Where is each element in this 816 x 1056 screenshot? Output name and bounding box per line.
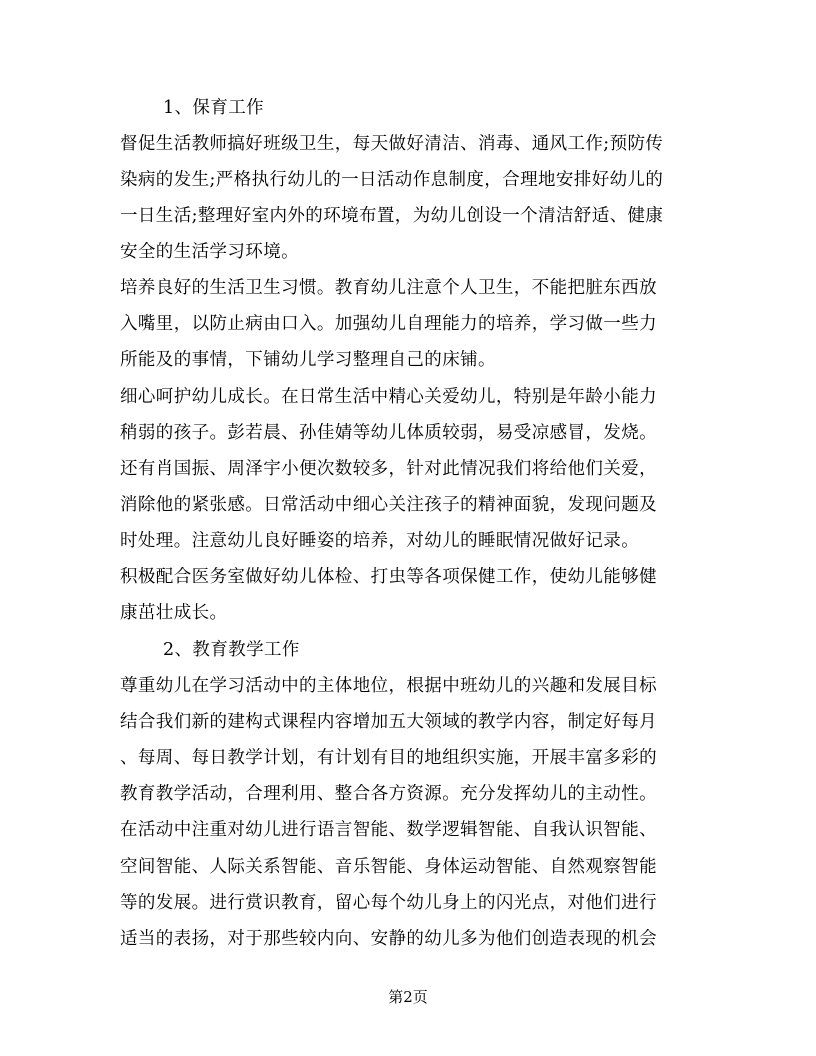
paragraph-line: 还有肖国振、周泽宇小便次数较多，针对此情况我们将给他们关爱，: [120, 459, 657, 479]
paragraph-line: 积极配合医务室做好幼儿体检、打虫等各项保健工作，使幼儿能够健: [120, 567, 657, 587]
paragraph-line: 空间智能、人际关系智能、音乐智能、身体运动智能、自然观察智能: [120, 857, 657, 877]
section-heading-teaching: 2、教育教学工作: [163, 640, 300, 660]
paragraph-line: 稍弱的孩子。彭若晨、孙佳婧等幼儿体质较弱，易受凉感冒，发烧。: [120, 423, 657, 443]
paragraph-line: 时处理。注意幼儿良好睡姿的培养，对幼儿的睡眠情况做好记录。: [120, 531, 640, 551]
paragraph-line: 所能及的事情，下铺幼儿学习整理自己的床铺。: [120, 350, 496, 370]
paragraph-line: 督促生活教师搞好班级卫生，每天做好清洁、消毒、通风工作;预防传: [120, 134, 664, 154]
page-number: 第2页: [388, 988, 428, 1006]
paragraph-line: 等的发展。进行赏识教育，留心每个幼儿身上的闪光点，对他们进行: [120, 893, 657, 913]
paragraph-line: 教育教学活动，合理利用、整合各方资源。充分发挥幼儿的主动性。: [120, 784, 657, 804]
paragraph-line: 染病的发生;严格执行幼儿的一日活动作息制度，合理地安排好幼儿的: [120, 170, 664, 190]
paragraph-line: 入嘴里，以防止病由口入。加强幼儿自理能力的培养，学习做一些力: [120, 314, 657, 334]
paragraph-line: 培养良好的生活卫生习惯。教育幼儿注意个人卫生，不能把脏东西放: [120, 278, 657, 298]
section-heading-childcare: 1、保育工作: [163, 98, 265, 118]
paragraph-line: 结合我们新的建构式课程内容增加五大领域的教学内容，制定好每月: [120, 712, 657, 732]
paragraph-line: 康茁壮成长。: [120, 603, 228, 623]
paragraph-line: 适当的表扬，对于那些较内向、安静的幼儿多为他们创造表现的机会: [120, 929, 657, 949]
paragraph-line: 、每周、每日教学计划，有计划有目的地组织实施，开展丰富多彩的: [120, 748, 657, 768]
paragraph-line: 安全的生活学习环境。: [120, 242, 299, 262]
paragraph-line: 一日生活;整理好室内外的环境布置，为幼儿创设一个清洁舒适、健康: [120, 206, 664, 226]
paragraph-line: 细心呵护幼儿成长。在日常生活中精心关爱幼儿，特别是年龄小能力: [120, 387, 657, 407]
paragraph-line: 尊重幼儿在学习活动中的主体地位，根据中班幼儿的兴趣和发展目标: [120, 676, 657, 696]
paragraph-line: 消除他的紧张感。日常活动中细心关注孩子的精神面貌，发现问题及: [120, 495, 657, 515]
paragraph-line: 在活动中注重对幼儿进行语言智能、数学逻辑智能、自我认识智能、: [120, 820, 657, 840]
